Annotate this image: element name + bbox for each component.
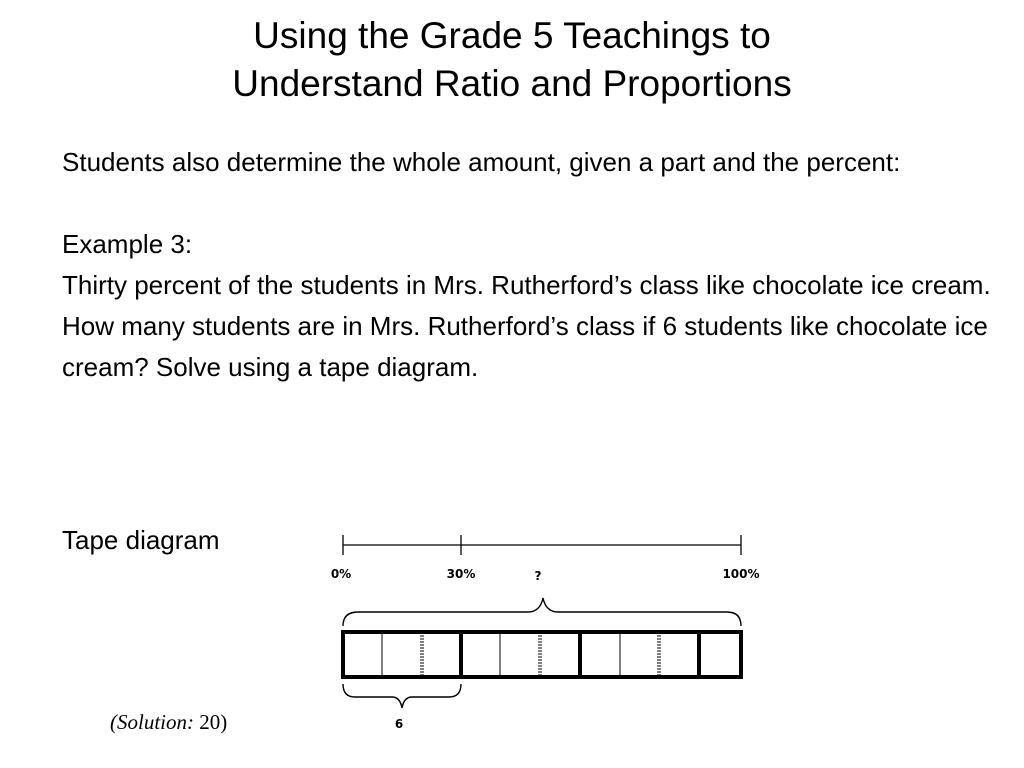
title-line-2: Understand Ratio and Proportions	[232, 63, 792, 104]
label-unknown: ?	[534, 569, 542, 583]
label-100-percent: 100%	[722, 567, 760, 581]
whole-brace	[343, 598, 741, 626]
tape-outline	[343, 632, 741, 677]
label-30-percent: 30%	[446, 567, 476, 581]
tape-sub-dividers	[382, 632, 660, 677]
solution-note	[110, 710, 227, 735]
label-0-percent: 0%	[330, 567, 352, 581]
tape-unit-dividers	[461, 632, 699, 677]
part-brace	[343, 684, 461, 708]
example-problem: Thirty percent of the students in Mrs. Rutherford’s class like chocolate ice cream. How many students are in Mrs. Rutherford’s class if 6 students like chocolate ice cream? Solve using a tape diagram.	[62, 270, 991, 382]
solution-prefix: (Solution:	[110, 710, 194, 734]
intro-paragraph: Students also determine the whole amount, given a part and the percent:	[62, 147, 901, 177]
tape-diagram-label: Tape diagram	[62, 525, 220, 555]
part-label: 6	[394, 717, 404, 731]
solution-value: 20)	[194, 710, 228, 734]
percent-number-line	[343, 535, 741, 555]
example-heading: Example 3:	[62, 229, 193, 259]
title-line-1: Using the Grade 5 Teachings to	[253, 15, 771, 56]
